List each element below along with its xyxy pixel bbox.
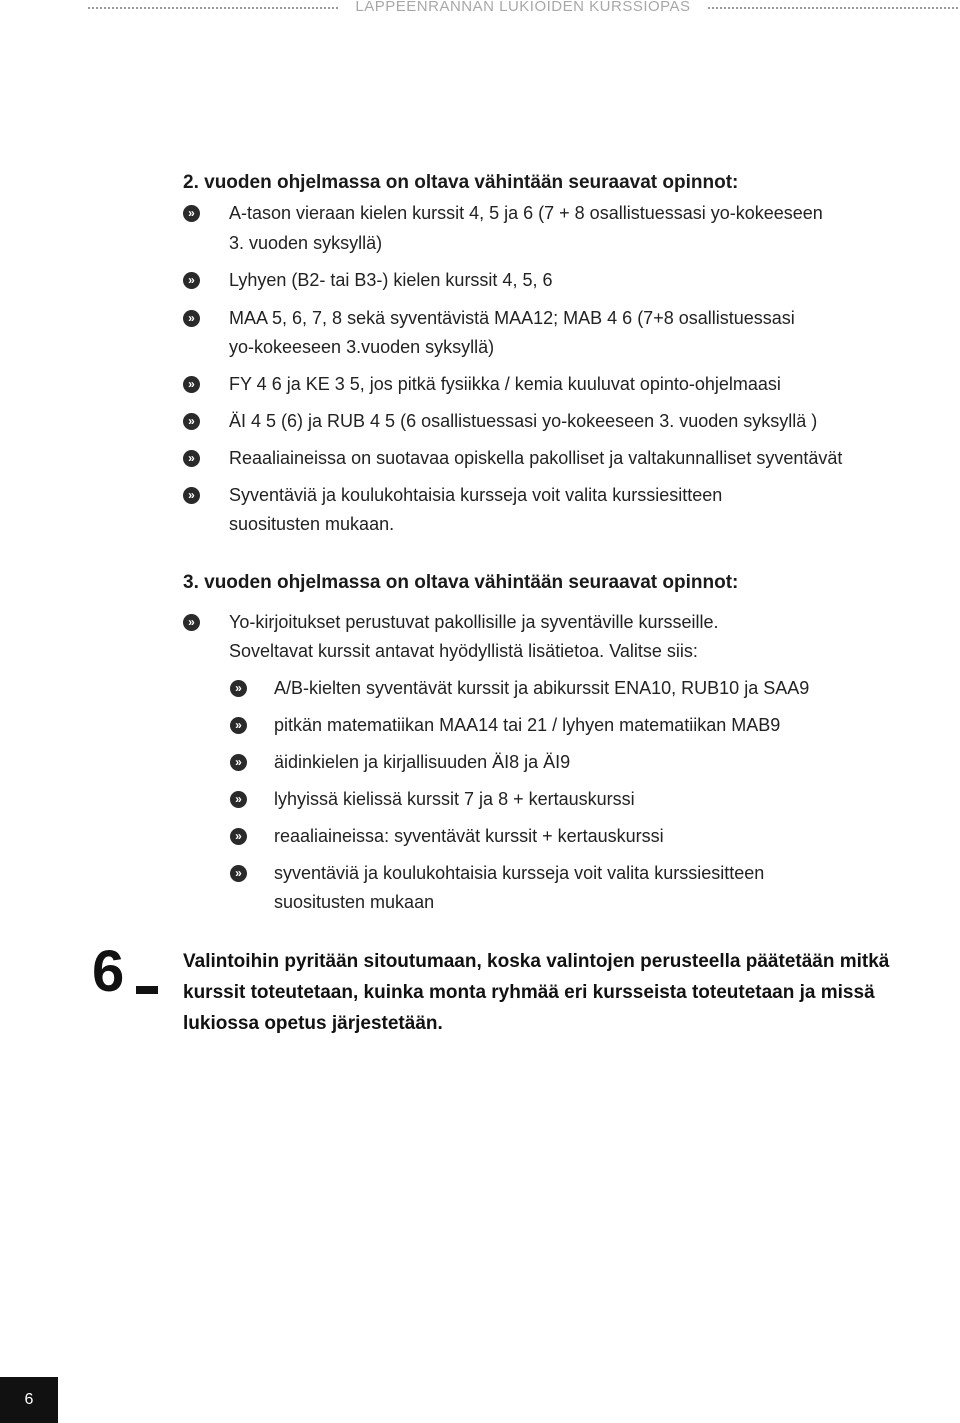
list-item-text: MAA 5, 6, 7, 8 sekä syventävistä MAA12; MAB 4 6 (7+8 osallistuessasi	[229, 308, 795, 328]
list-item-text: FY 4 6 ja KE 3 5, jos pitkä fysiikka / kemia kuuluvat opinto-ohjelmaasi	[229, 374, 781, 394]
bullet-icon: »	[183, 450, 200, 467]
section-2-heading: 2. vuoden ohjelmassa on oltava vähintään seuraavat opinnot:	[183, 172, 739, 193]
section-3-intro-line: Yo-kirjoitukset perustuvat pakollisille ja syventäville kursseille.	[229, 612, 719, 632]
sub-list-item-text: syventäviä ja koulukohtaisia kursseja voit valita kurssiesitteen	[274, 863, 765, 883]
bullet-icon: »	[183, 205, 200, 222]
bullet-icon: »	[230, 828, 247, 845]
list-item-text: ÄI 4 5 (6) ja RUB 4 5 (6 osallistuessasi yo-kokeeseen 3. vuoden syksyllä )	[229, 411, 818, 431]
point-number-dash	[136, 986, 158, 994]
sub-list-item-text: lyhyissä kielissä kurssit 7 ja 8 + kertauskurssi	[274, 789, 635, 809]
header-dotted-rule-right	[708, 7, 958, 9]
bullet-icon: »	[230, 791, 247, 808]
header-title: LAPPEENRANNAN LUKIOIDEN KURSSIOPAS	[355, 0, 691, 15]
bullet-icon: »	[230, 754, 247, 771]
bullet-icon: »	[183, 310, 200, 327]
header-dotted-rule-left	[88, 7, 338, 9]
bullet-icon: »	[183, 614, 200, 631]
point-6-text: Valintoihin pyritään sitoutumaan, koska valintojen perusteella päätetään mitkä kurssit toteutetaan, kuinka monta ryhmää eri kursseista toteutetaan ja missä lukiossa opetus järjestetään.	[183, 951, 890, 1034]
running-header	[0, 0, 960, 18]
page-number: 6	[0, 1377, 58, 1423]
list-item-text: Reaaliaineissa on suotavaa opiskella pakolliset ja valtakunnalliset syventävät	[229, 448, 843, 468]
bullet-icon: »	[183, 413, 200, 430]
bullet-icon: »	[183, 272, 200, 289]
list-item-text-cont: 3. vuoden syksyllä)	[229, 233, 383, 253]
sub-list-item-text: pitkän matematiikan MAA14 tai 21 / lyhyen matematiikan MAB9	[274, 715, 781, 735]
sub-list-item-text: reaaliaineissa: syventävät kurssit + kertauskurssi	[274, 826, 664, 846]
list-item-text: Syventäviä ja koulukohtaisia kursseja voit valita kurssiesitteen	[229, 485, 723, 505]
sub-list-item-text: äidinkielen ja kirjallisuuden ÄI8 ja ÄI9	[274, 752, 571, 772]
bullet-icon: »	[183, 487, 200, 504]
bullet-icon: »	[230, 717, 247, 734]
sub-list-item-text-cont: suositusten mukaan	[274, 892, 435, 912]
list-item-text-cont: suositusten mukaan.	[229, 514, 395, 534]
sub-list-item-text: A/B-kielten syventävät kurssit ja abikurssit ENA10, RUB10 ja SAA9	[274, 678, 810, 698]
list-item-text: Lyhyen (B2- tai B3-) kielen kurssit 4, 5, 6	[229, 270, 553, 290]
point-number: 6	[92, 939, 125, 1004]
bullet-icon: »	[230, 680, 247, 697]
list-item-text: A-tason vieraan kielen kurssit 4, 5 ja 6 (7 + 8 osallistuessasi yo-kokeeseen	[229, 203, 823, 223]
list-item-text-cont: yo-kokeeseen 3.vuoden syksyllä)	[229, 337, 495, 357]
bullet-icon: »	[183, 376, 200, 393]
section-3-heading: 3. vuoden ohjelmassa on oltava vähintään seuraavat opinnot:	[183, 572, 739, 593]
bullet-icon: »	[230, 865, 247, 882]
section-3-intro-line: Soveltavat kurssit antavat hyödyllistä lisätietoa. Valitse siis:	[229, 641, 698, 661]
